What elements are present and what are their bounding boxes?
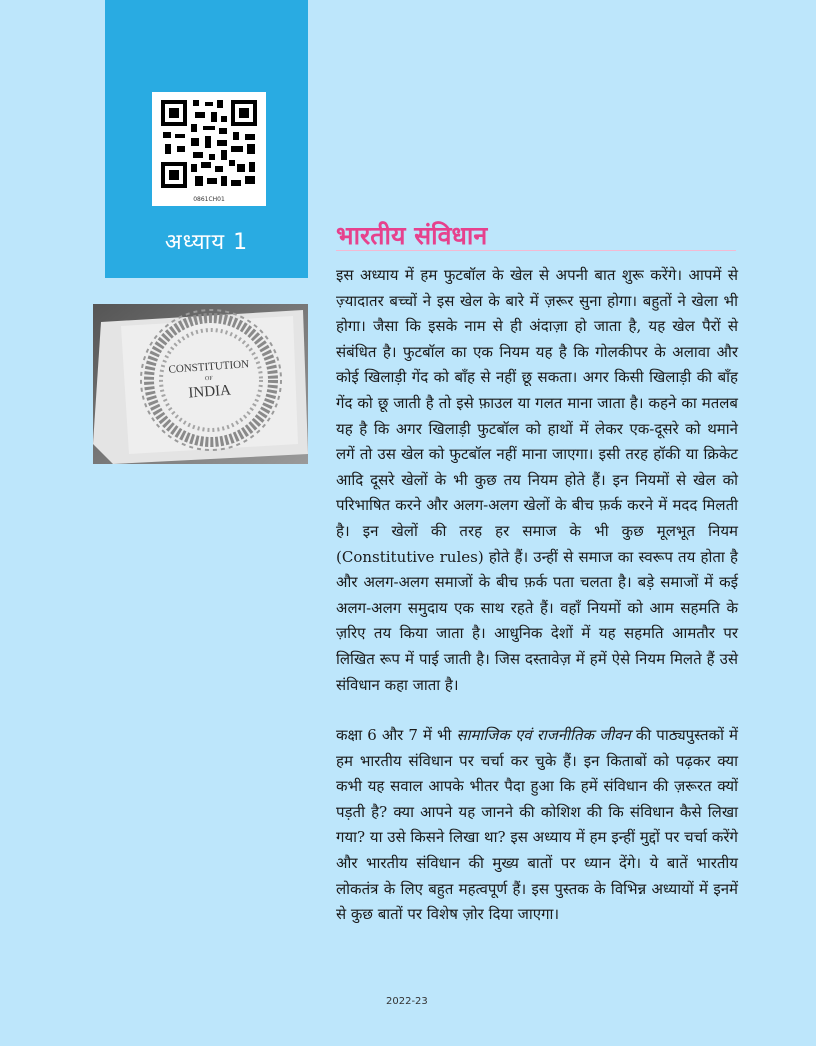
second-paragraph-lead: कक्षा 6 और 7 में भी (336, 726, 457, 744)
book-title-emphasis: सामाजिक एवं राजनीतिक जीवन (456, 726, 631, 744)
title-underline (336, 250, 736, 251)
page-title: भारतीय संविधान (336, 221, 488, 250)
cover-title-line2: OF (204, 375, 213, 383)
cover-title-line3: INDIA (187, 382, 232, 402)
qr-code-icon (161, 100, 257, 188)
qr-code-card[interactable] (152, 92, 266, 206)
intro-paragraph: इस अध्याय में हम फुटबॉल के खेल से अपनी बात शुरू करेंगे। आपमें से ज़्यादातर बच्चों ने इस खेल के बारे में ज़रूर सुना होगा। बहुतों ने खेला भी होगा। जैसा कि इसके नाम से ही अंदाज़ा हो जाता है, यह खेल पैरों से संबंधित है। फुटबॉल का एक नियम यह है कि गोलकीपर के अलावा और कोई खिलाड़ी गेंद को बाँह से नहीं छू सकता। अगर किसी खिलाड़ी की बाँह गेंद को छू जाती है तो इसे फ़ाउल या गलत माना जाता है। कहने का मतलब यह है कि अगर खिलाड़ी फुटबॉल को हाथों में लेकर एक-दूसरे को थमाने लगें तो उस खेल को फुटबॉल नहीं माना जाएगा। इसी तरह हॉकी या क्रिकेट आदि दूसरे खेलों के भी कुछ तय नियम होते हैं। इन नियमों से खेल को परिभाषित करने और अलग-अलग खेलों के बीच फ़र्क करने में मदद मिलती है। इन खेलों की तरह हर समाज के भी कुछ मूलभूत नियम (Constitutive rules) होते हैं। उन्हीं से समाज का स्वरूप तय होता है और अलग-अलग समाजों के बीच फ़र्क पता चलता है। बड़े समाजों में कई अलग-अलग समुदाय एक साथ रहते हैं। वहाँ नियमों को आम सहमति के ज़रिए तय किया जाता है। आधुनिक देशों में यह सहमति आमतौर पर लिखित रूप में पाई जाती है। जिस दस्तावेज़ में हमें ऐसे नियम मिलते हैं उसे संविधान कहा जाता है। (336, 266, 738, 694)
constitution-book-photo (93, 304, 308, 464)
chapter-header-box (105, 0, 308, 278)
cover-title-line1: CONSTITUTION (168, 358, 250, 376)
second-paragraph-body: की पाठ्यपुस्तकों में हम भारतीय संविधान पर चर्चा कर चुके हैं। इन किताबों को पढ़कर क्या कभी यह सवाल आपके भीतर पैदा हुआ कि हमें संविधान की ज़रूरत क्यों पड़ती है? क्या आपने यह जानने की कोशिश की कि संविधान कैसे लिखा गया? या उसे किसने लिखा था? इस अध्याय में हम इन्हीं मुद्दों पर चर्चा करेंगे और भारतीय संविधान की मुख्य बातों पर ध्यान देंगे। ये बातें भारतीय लोकतंत्र के लिए बहुत महत्वपूर्ण हैं। इस पुस्तक के विभिन्न अध्यायों में इनमें से कुछ बातों पर विशेष ज़ोर दिया जाएगा। (336, 726, 738, 924)
page-footer-year: 2022-23 (386, 996, 428, 1007)
second-paragraph (336, 723, 738, 928)
constitution-book-image (93, 304, 308, 464)
qr-code-label: 0861CH01 (193, 196, 225, 203)
chapter-label: अध्याय 1 (164, 230, 249, 255)
